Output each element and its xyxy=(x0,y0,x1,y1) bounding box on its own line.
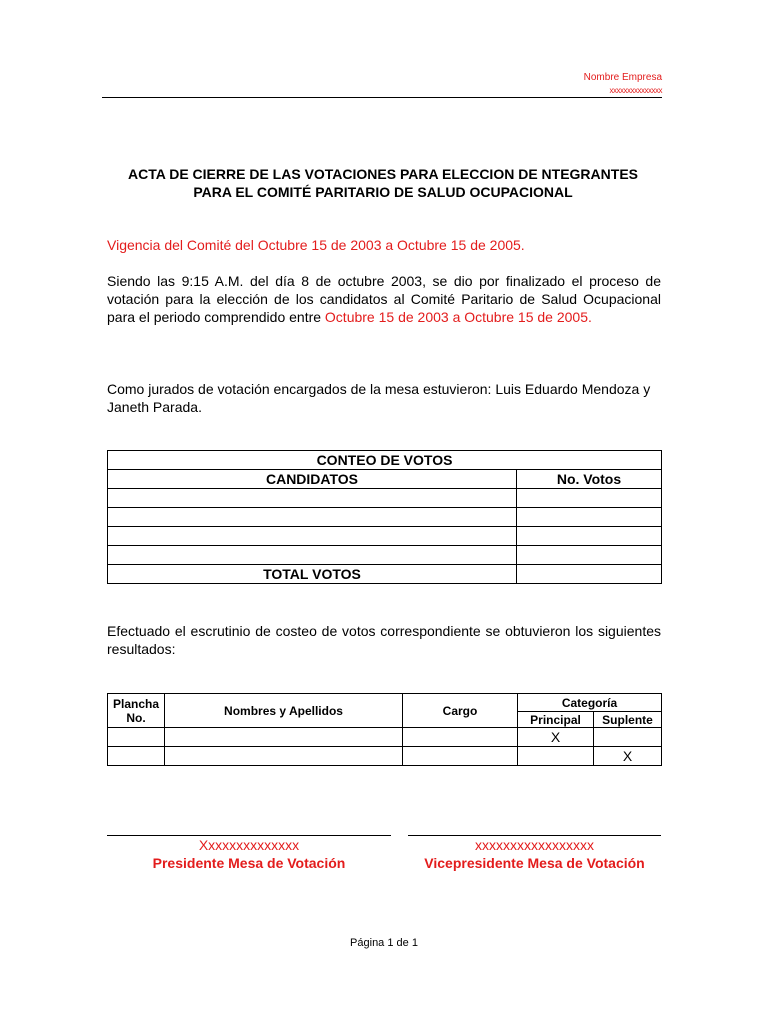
votes-cell[interactable] xyxy=(517,546,662,565)
candidate-cell[interactable] xyxy=(108,489,517,508)
title-line-2: PARA EL COMITÉ PARITARIO DE SALUD OCUPACIONAL xyxy=(193,184,573,200)
candidate-cell[interactable] xyxy=(108,527,517,546)
period-highlight: Octubre 15 de 2003 a Octubre 15 de 2005. xyxy=(324,309,592,325)
header-divider xyxy=(102,97,662,98)
plancha-cell[interactable] xyxy=(108,747,165,766)
principal-mark[interactable]: X xyxy=(518,728,594,747)
closing-paragraph xyxy=(107,272,661,326)
table-row xyxy=(108,728,662,747)
total-votes-cell[interactable] xyxy=(517,565,662,584)
names-header: Nombres y Apellidos xyxy=(165,694,403,728)
cargo-cell[interactable] xyxy=(403,728,518,747)
suplente-mark[interactable]: X xyxy=(594,747,662,766)
closing-paragraph-text: Siendo las 9:15 A.M. del día 8 de octubre 2003, se dio por finalizado el proceso de votación para la elección de los candidatos al Comité Paritario de Salud Ocupacional para el periodo comprendido entre xyxy=(107,273,661,325)
company-name: Nombre Empresa xyxy=(583,72,662,83)
table-row xyxy=(108,508,662,527)
cargo-cell[interactable] xyxy=(403,747,518,766)
jurors-paragraph: Como jurados de votación encargados de la mesa estuvieron: Luis Eduardo Mendoza y Janeth Parada. xyxy=(107,381,651,415)
table-row xyxy=(108,489,662,508)
table-row xyxy=(108,546,662,565)
votes-table-title: CONTEO DE VOTOS xyxy=(108,451,662,470)
president-name: Xxxxxxxxxxxxxx xyxy=(198,837,300,853)
cargo-header: Cargo xyxy=(403,694,518,728)
votes-cell[interactable] xyxy=(517,527,662,546)
suplente-cell[interactable] xyxy=(594,728,662,747)
total-votes-label: TOTAL VOTOS xyxy=(108,565,517,584)
title-line-1: ACTA DE CIERRE DE LAS VOTACIONES PARA ELECCION DE NTEGRANTES xyxy=(128,166,638,182)
plancha-header: Plancha No. xyxy=(108,694,165,728)
suplente-header: Suplente xyxy=(594,712,662,728)
principal-cell[interactable] xyxy=(518,747,594,766)
votes-header: No. Votos xyxy=(517,470,662,489)
page-number: Página 1 de 1 xyxy=(350,937,418,949)
candidate-cell[interactable] xyxy=(108,546,517,565)
document-title xyxy=(102,165,664,201)
votes-cell[interactable] xyxy=(517,508,662,527)
principal-header: Principal xyxy=(518,712,594,728)
candidate-cell[interactable] xyxy=(108,508,517,527)
candidates-header: CANDIDATOS xyxy=(108,470,517,489)
company-code: xxxxxxxxxxxxxxx xyxy=(609,86,662,95)
categoria-header: Categoría xyxy=(518,694,662,712)
vicepresident-name: xxxxxxxxxxxxxxxxx xyxy=(475,837,594,853)
votes-cell[interactable] xyxy=(517,489,662,508)
scrutiny-paragraph: Efectuado el escrutinio de costeo de votos correspondiente se obtuvieron los siguientes resultados: xyxy=(107,623,661,657)
plancha-cell[interactable] xyxy=(108,728,165,747)
vicepresident-role: Vicepresidente Mesa de Votación xyxy=(424,855,645,871)
vigencia-text: Vigencia del Comité del Octubre 15 de 2003 a Octubre 15 de 2005. xyxy=(107,237,525,253)
results-table xyxy=(107,693,662,766)
names-cell[interactable] xyxy=(165,747,403,766)
names-cell[interactable] xyxy=(165,728,403,747)
president-role: Presidente Mesa de Votación xyxy=(152,855,346,871)
votes-table xyxy=(107,450,662,584)
table-row xyxy=(108,527,662,546)
table-row xyxy=(108,747,662,766)
